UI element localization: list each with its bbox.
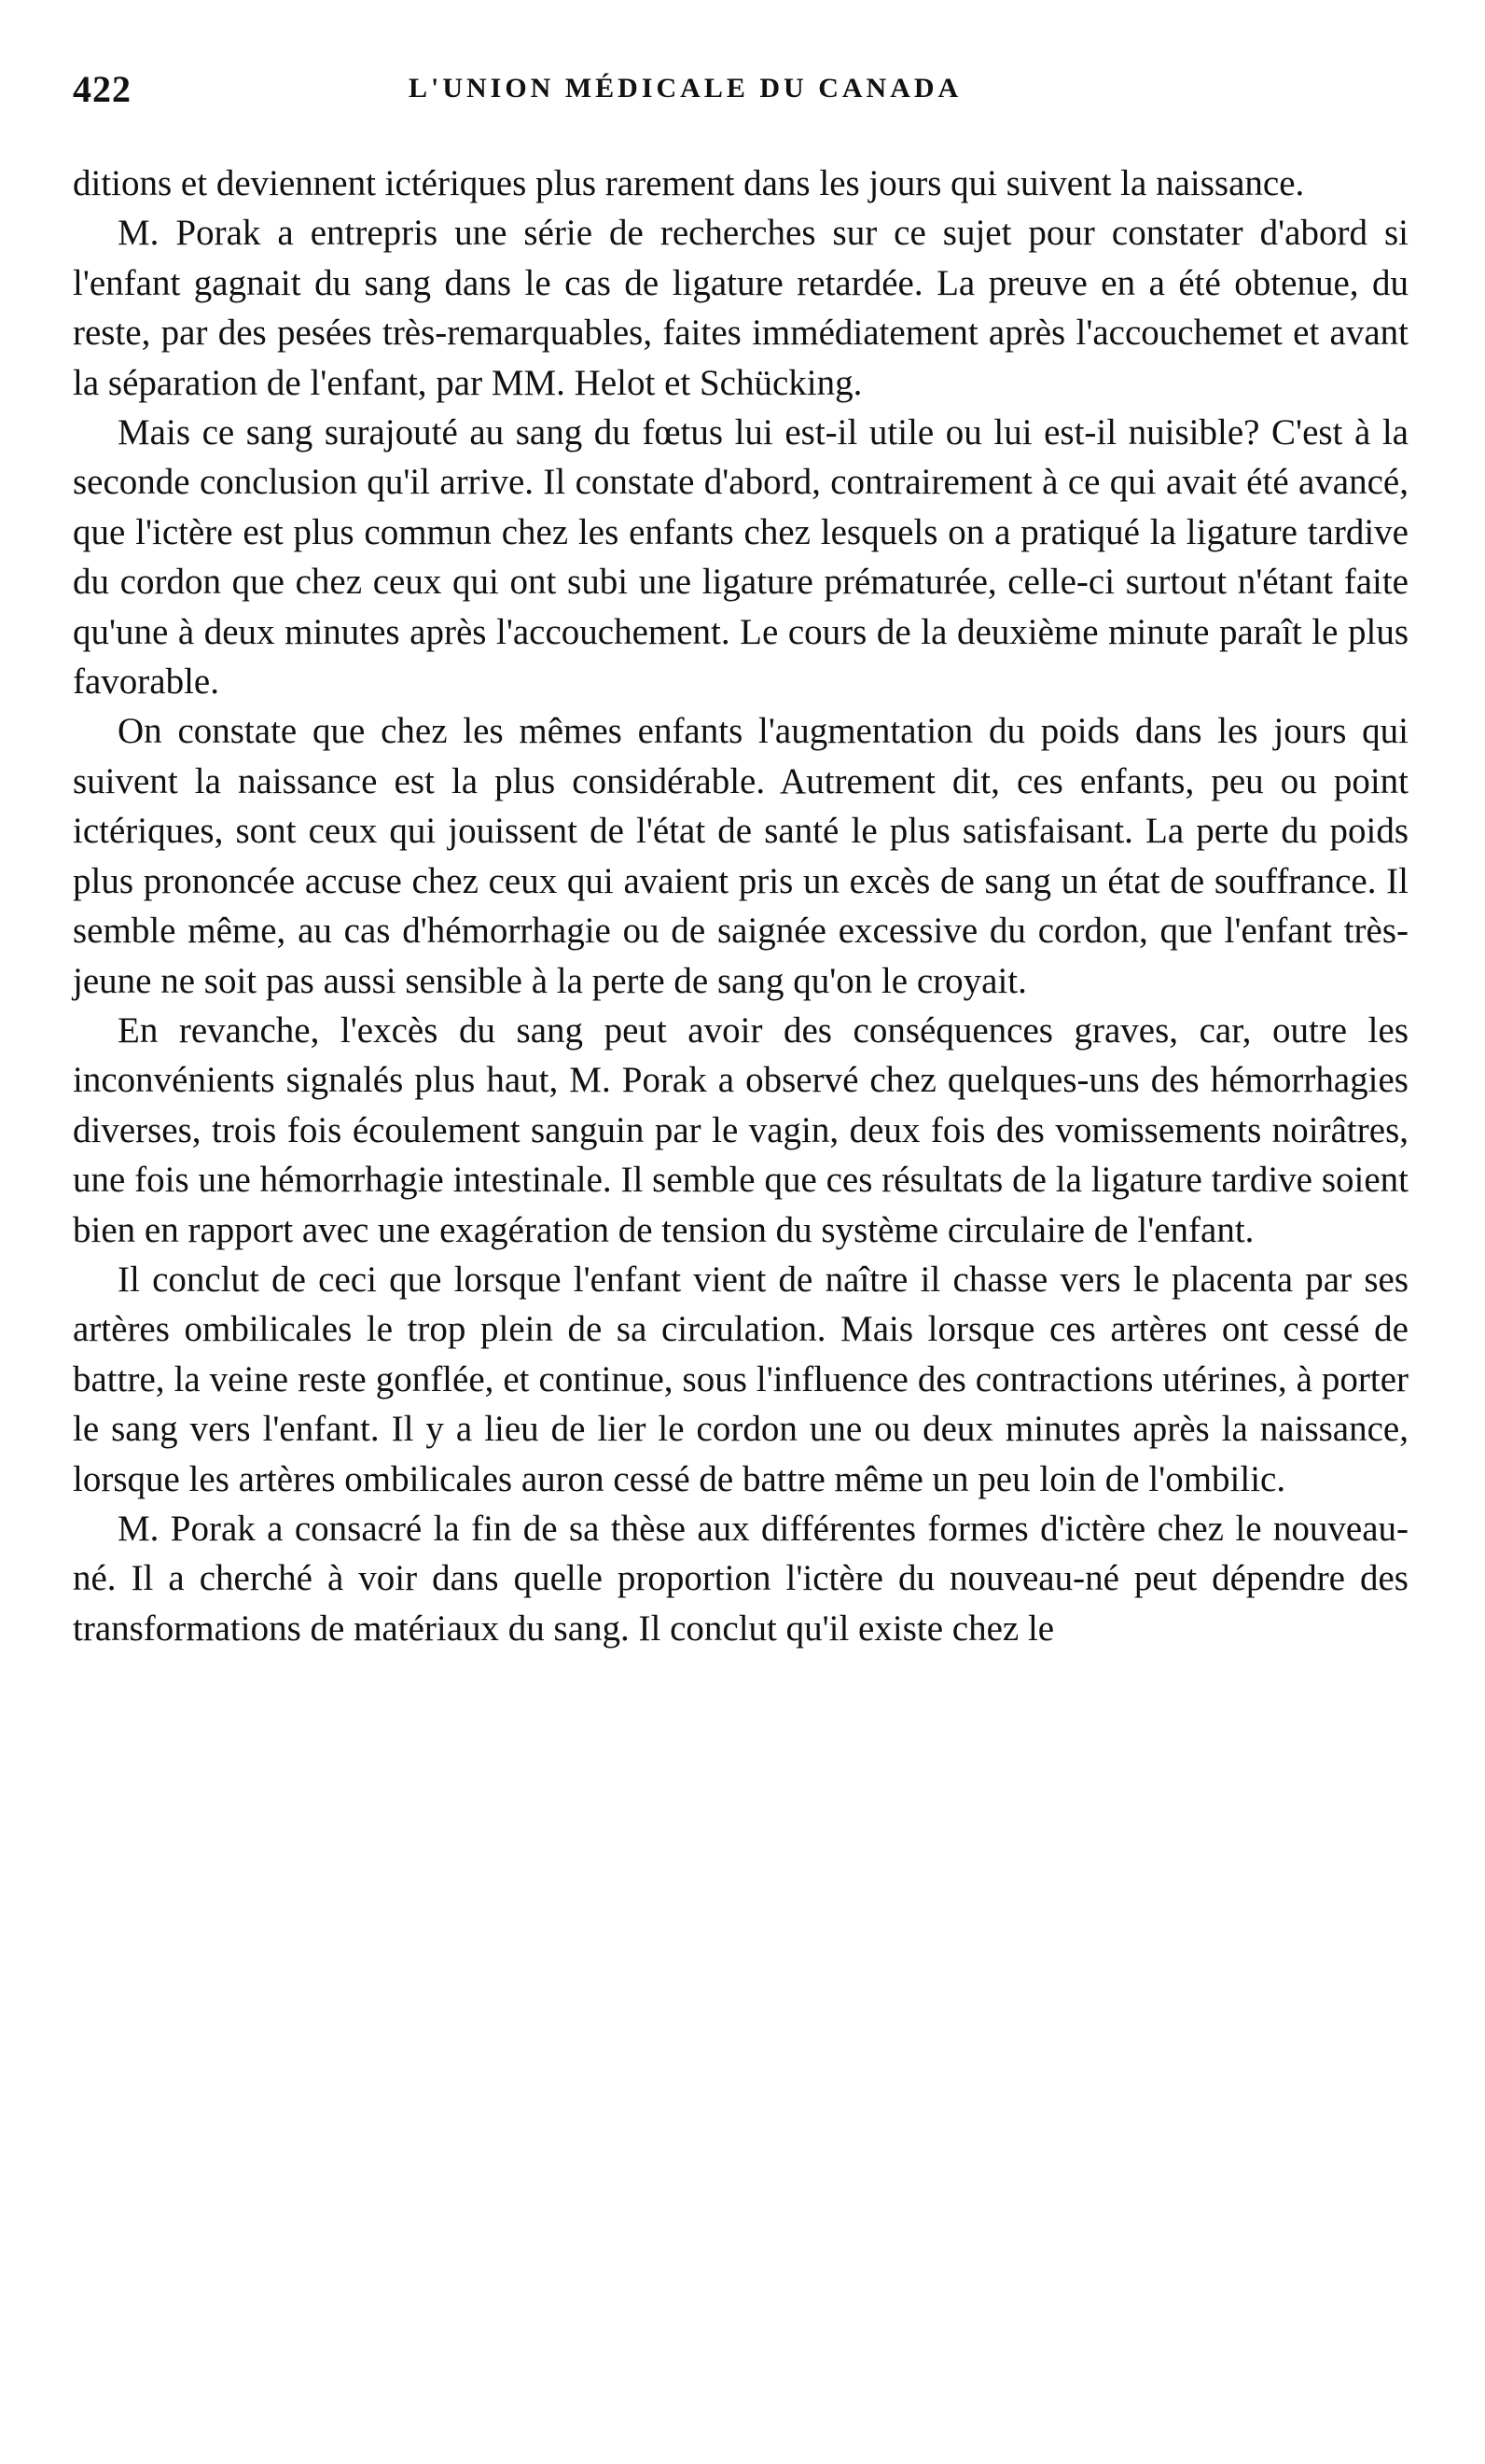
paragraph-1: ditions et deviennent ictériques plus rarement dans les jours qui suivent la naissance.: [73, 163, 1305, 203]
paragraph-3: Mais ce sang surajouté au sang du fœtus lui est-il utile ou lui est-il nuisible? C'est à la seconde conclusion qu'il arrive. Il constate d'abord, contrairement à ce qui avait été avancé, que l'ictère est plus commun chez les enfants chez lesquels on a pratiqué la ligature tardive du cordon que chez ceux qui ont subi une ligature prématurée, celle-ci surtout n'étant faite qu'une à deux minutes après l'accouchement. Le cours de la deuxième minute paraît le plus favorable.: [73, 412, 1409, 703]
page-header: [73, 67, 1409, 123]
paragraph-7: M. Porak a consacré la fin de sa thèse aux différentes formes d'ictère chez le nouveau-né. Il a cherché à voir dans quelle proportion l'ictère du nouveau-né peut dépendre des transformations de matériaux du sang. Il conclut qu'il existe chez le: [73, 1508, 1409, 1649]
body-text: [73, 159, 1409, 1653]
paragraph-5: En revanche, l'excès du sang peut avoir des conséquences graves, car, outre les inconvénients signalés plus haut, M. Porak a observé chez quelques-uns des hémorrhagies diverses, trois fois écoulement sanguin par le vagin, deux fois des vomissements noirâtres, une fois une hémorrhagie intestinale. Il semble que ces résultats de la ligature tardive soient bien en rapport avec une exagération de tension du système circulaire de l'enfant.: [73, 1009, 1409, 1250]
running-title: L'UNION MÉDICALE DU CANADA: [409, 73, 963, 104]
paragraph-6: Il conclut de ceci que lorsque l'enfant vient de naître il chasse vers le placenta par ses artères ombilicales le trop plein de sa circulation. Mais lorsque ces artères ont cessé de battre, la veine reste gonflée, et continue, sous l'influence des contractions utérines, à porter le sang vers l'enfant. Il y a lieu de lier le cordon une ou deux minutes après la naissance, lorsque les artères ombilicales auron cessé de battre même un peu loin de l'ombilic.: [73, 1259, 1409, 1499]
document-page: [73, 67, 1409, 1653]
page-number: 422: [73, 68, 132, 110]
paragraph-2: M. Porak a entrepris une série de recherches sur ce sujet pour constater d'abord si l'enfant gagnait du sang dans le cas de ligature retardée. La preuve en a été obtenue, du reste, par des pesées très-remarquables, faites immédiatement après l'accouchemet et avant la séparation de l'enfant, par MM. Helot et Schücking.: [73, 213, 1409, 403]
paragraph-4: On constate que chez les mêmes enfants l'augmentation du poids dans les jours qui suivent la naissance est la plus considérable. Autrement dit, ces enfants, peu ou point ictériques, sont ceux qui jouissent de l'état de santé le plus satisfaisant. La perte du poids plus prononcée accuse chez ceux qui avaient pris un excès de sang un état de souffrance. Il semble même, au cas d'hémorrhagie ou de saignée excessive du cordon, que l'enfant très-jeune ne soit pas aussi sensible à la perte de sang qu'on le croyait.: [73, 711, 1409, 1001]
